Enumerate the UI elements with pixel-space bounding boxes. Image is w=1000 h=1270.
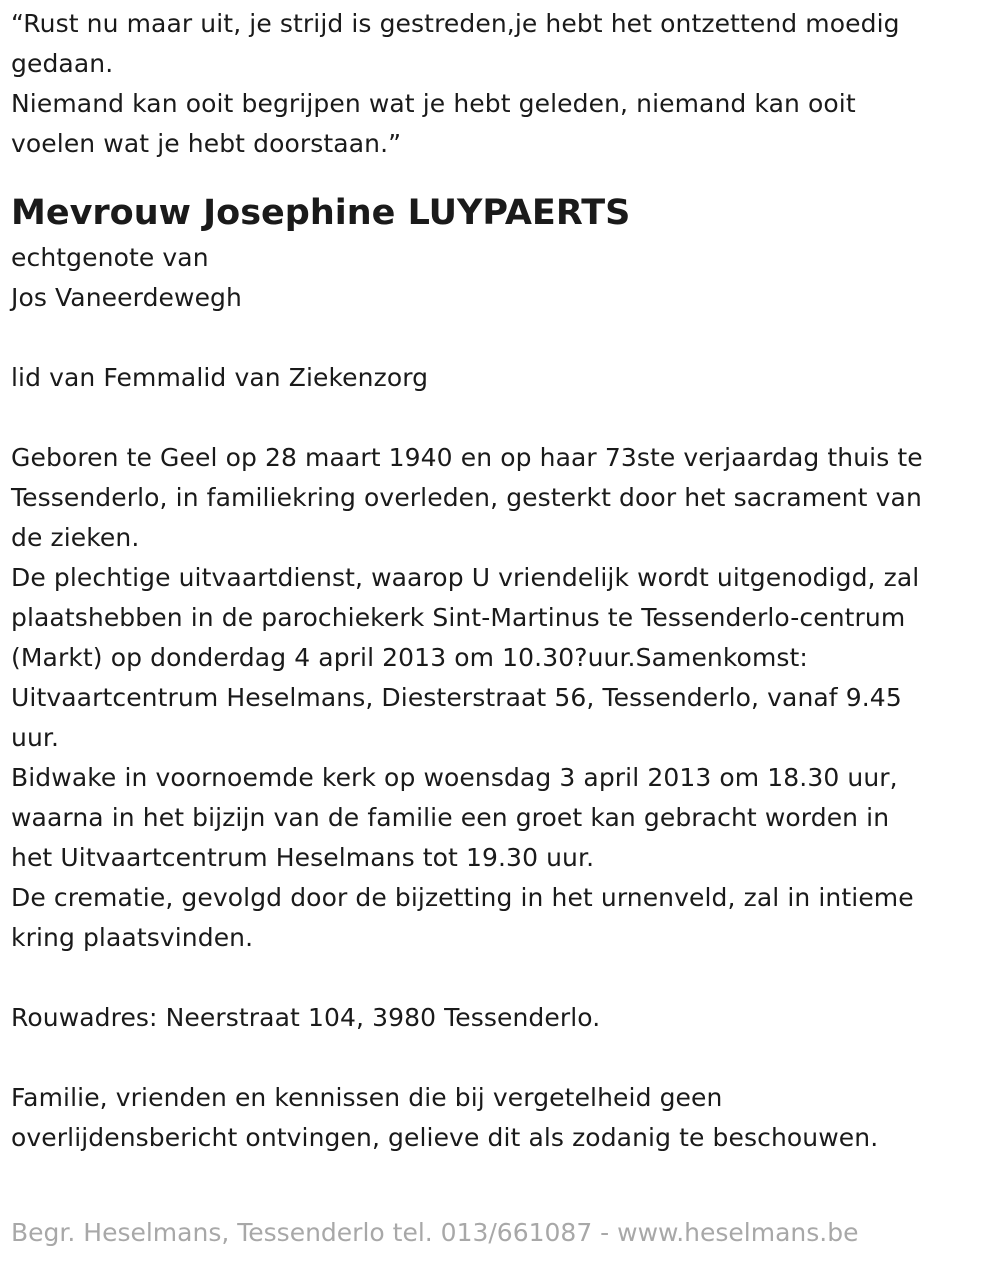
quote-line: voelen wat je hebt doorstaan.” <box>11 129 402 158</box>
spacer <box>11 958 986 998</box>
mourning-address: Rouwadres: Neerstraat 104, 3980 Tessenderlo. <box>11 1003 601 1032</box>
notice-block <box>11 1078 986 1158</box>
quote-line: gedaan. <box>11 49 114 78</box>
announcement-block <box>11 438 986 958</box>
spouse-name: Jos Vaneerdewegh <box>11 283 242 312</box>
spacer <box>11 318 986 358</box>
announcement-line: Bidwake in voornoemde kerk op woensdag 3 april 2013 om 18.30 uur, <box>11 763 898 792</box>
announcement-line: De plechtige uitvaartdienst, waarop U vriendelijk wordt uitgenodigd, zal <box>11 563 920 592</box>
announcement-line: kring plaatsvinden. <box>11 923 254 952</box>
notice-line: overlijdensbericht ontvingen, gelieve dit als zodanig te beschouwen. <box>11 1123 879 1152</box>
announcement-line: plaatshebben in de parochiekerk Sint-Martinus te Tessenderlo-centrum <box>11 603 906 632</box>
announcement-line: Tessenderlo, in familiekring overleden, gesterkt door het sacrament van <box>11 483 922 512</box>
announcement-line: Geboren te Geel op 28 maart 1940 en op haar 73ste verjaardag thuis te <box>11 443 923 472</box>
announcement-line: (Markt) op donderdag 4 april 2013 om 10.30?uur.Samenkomst: <box>11 643 808 672</box>
spouse-label: echtgenote van <box>11 243 209 272</box>
announcement-line: De crematie, gevolgd door de bijzetting in het urnenveld, zal in intieme <box>11 883 914 912</box>
announcement-line: de zieken. <box>11 523 140 552</box>
obituary-document <box>11 4 986 1158</box>
notice-line: Familie, vrienden en kennissen die bij vergetelheid geen <box>11 1083 723 1112</box>
deceased-name: Mevrouw Josephine LUYPAERTS <box>11 193 631 233</box>
announcement-line: uur. <box>11 723 60 752</box>
spacer <box>11 1038 986 1078</box>
quote-block <box>11 4 986 164</box>
spacer <box>11 398 986 438</box>
quote-line: Niemand kan ooit begrijpen wat je hebt geleden, niemand kan ooit <box>11 89 856 118</box>
announcement-line: waarna in het bijzijn van de familie een groet kan gebracht worden in <box>11 803 890 832</box>
quote-line: “Rust nu maar uit, je strijd is gestreden,je hebt het ontzettend moedig <box>11 9 900 38</box>
announcement-line: Uitvaartcentrum Heselmans, Diesterstraat 56, Tessenderlo, vanaf 9.45 <box>11 683 902 712</box>
membership: lid van Femmalid van Ziekenzorg <box>11 363 429 392</box>
announcement-line: het Uitvaartcentrum Heselmans tot 19.30 uur. <box>11 843 595 872</box>
funeral-home-footer: Begr. Heselmans, Tessenderlo tel. 013/661087 - www.heselmans.be <box>11 1218 859 1247</box>
